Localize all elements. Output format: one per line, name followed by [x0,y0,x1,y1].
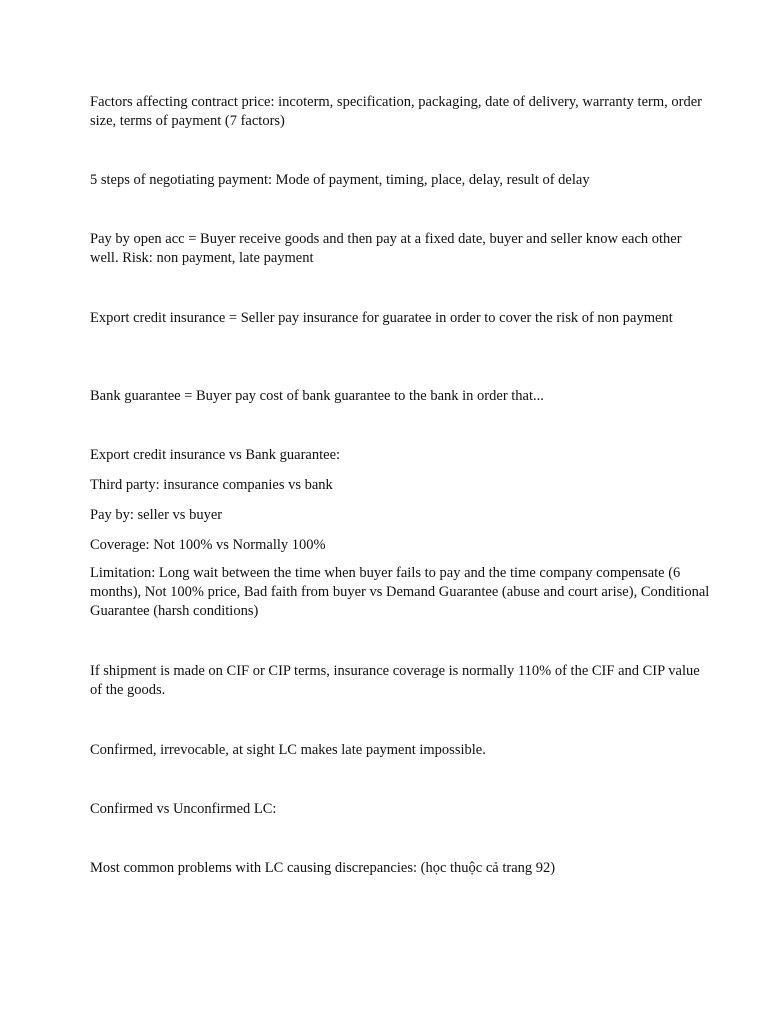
paragraph-contract-price-factors: Factors affecting contract price: incoterm, specification, packaging, date of delivery, warranty term, order size, terms of payment (7 factors) [90,94,702,129]
paragraph-third-party: Third party: insurance companies vs bank [90,477,333,493]
paragraph-comparison-heading: Export credit insurance vs Bank guarantee: [90,447,341,463]
paragraph-export-credit-insurance: Export credit insurance = Seller pay insurance for guaratee in order to cover the risk of non payment [90,310,673,326]
paragraph-bank-guarantee: Bank guarantee = Buyer pay cost of bank guarantee to the bank in order that... [90,388,544,404]
paragraph-confirmed-lc: Confirmed, irrevocable, at sight LC makes late payment impossible. [90,742,486,758]
paragraph-cif-cip-coverage: If shipment is made on CIF or CIP terms, insurance coverage is normally 110% of the CIF and CIP value of the goods. [90,663,700,698]
paragraph-limitation: Limitation: Long wait between the time when buyer fails to pay and the time company compensate (6 months), Not 100% price, Bad faith from buyer vs Demand Guarantee (abuse and court arise), Conditional Guarantee (harsh conditions) [90,565,710,619]
paragraph-coverage: Coverage: Not 100% vs Normally 100% [90,537,326,553]
paragraph-open-account: Pay by open acc = Buyer receive goods and then pay at a fixed date, buyer and seller know each other well. Risk: non payment, late payment [90,231,682,266]
paragraph-confirmed-vs-unconfirmed: Confirmed vs Unconfirmed LC: [90,801,277,817]
paragraph-payment-negotiation-steps: 5 steps of negotiating payment: Mode of payment, timing, place, delay, result of delay [90,172,590,188]
paragraph-pay-by: Pay by: seller vs buyer [90,507,223,523]
paragraph-lc-discrepancies: Most common problems with LC causing discrepancies: (học thuộc cả trang 92) [90,860,556,876]
